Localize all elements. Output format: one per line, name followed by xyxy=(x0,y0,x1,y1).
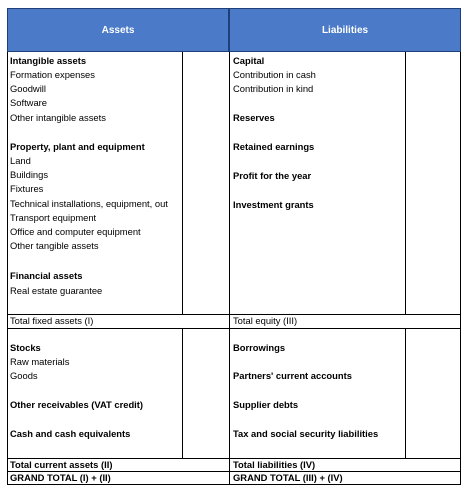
label-goodwill: Goodwill xyxy=(10,83,46,94)
liabilities-header xyxy=(229,8,461,52)
label-intangible-assets: Intangible assets xyxy=(10,55,87,66)
line-total-fixed-bottom xyxy=(7,328,461,329)
label-office-computer: Office and computer equipment xyxy=(10,226,141,237)
label-tax-social: Tax and social security liabilities xyxy=(233,428,379,439)
sheet-body xyxy=(7,52,461,485)
label-stocks: Stocks xyxy=(10,342,41,353)
label-grand-total-liabilities: GRAND TOTAL (III) + (IV) xyxy=(233,472,343,483)
label-other-receivables: Other receivables (VAT credit) xyxy=(10,399,144,410)
label-profit-year: Profit for the year xyxy=(233,170,312,181)
balance-sheet xyxy=(7,8,461,485)
label-formation-expenses: Formation expenses xyxy=(10,69,95,80)
label-raw-materials: Raw materials xyxy=(10,356,70,367)
border-liab-amount-2 xyxy=(405,328,406,458)
label-other-intangible: Other intangible assets xyxy=(10,112,106,123)
label-goods: Goods xyxy=(10,370,38,381)
border-right xyxy=(460,52,461,485)
label-other-tangible: Other tangible assets xyxy=(10,240,99,251)
border-assets-amount xyxy=(182,52,183,314)
label-land: Land xyxy=(10,155,31,166)
label-reserves: Reserves xyxy=(233,112,275,123)
label-total-equity: Total equity (III) xyxy=(233,315,298,326)
label-supplier-debts: Supplier debts xyxy=(233,399,299,410)
label-total-current-assets: Total current assets (II) xyxy=(10,459,113,470)
label-retained-earnings: Retained earnings xyxy=(233,141,315,152)
label-partners-accounts: Partners' current accounts xyxy=(233,370,352,381)
label-fixtures: Fixtures xyxy=(10,183,44,194)
label-real-estate-guarantee: Real estate guarantee xyxy=(10,285,103,296)
line-bottom xyxy=(7,484,461,485)
label-capital: Capital xyxy=(233,55,265,66)
border-liab-amount xyxy=(405,52,406,314)
liabilities-header-label: Liabilities xyxy=(321,24,369,36)
label-total-liabilities: Total liabilities (IV) xyxy=(233,459,316,470)
label-technical-installations: Technical installations, equipment, out xyxy=(10,198,168,209)
label-buildings: Buildings xyxy=(10,169,49,180)
label-grand-total-assets: GRAND TOTAL (I) + (II) xyxy=(10,472,111,483)
label-ppe: Property, plant and equipment xyxy=(10,141,145,152)
border-left xyxy=(7,52,8,485)
label-cash: Cash and cash equivalents xyxy=(10,428,131,439)
label-total-fixed-assets: Total fixed assets (I) xyxy=(10,315,94,326)
label-software: Software xyxy=(10,97,47,108)
label-borrowings: Borrowings xyxy=(233,342,286,353)
label-investment-grants: Investment grants xyxy=(233,199,314,210)
label-contribution-kind: Contribution in kind xyxy=(233,83,314,94)
border-mid xyxy=(229,52,230,485)
assets-header-label: Assets xyxy=(101,24,135,36)
label-transport: Transport equipment xyxy=(10,212,97,223)
border-assets-amount-2 xyxy=(182,328,183,458)
assets-header xyxy=(7,8,229,52)
label-financial-assets: Financial assets xyxy=(10,270,83,281)
label-contribution-cash: Contribution in cash xyxy=(233,69,316,80)
